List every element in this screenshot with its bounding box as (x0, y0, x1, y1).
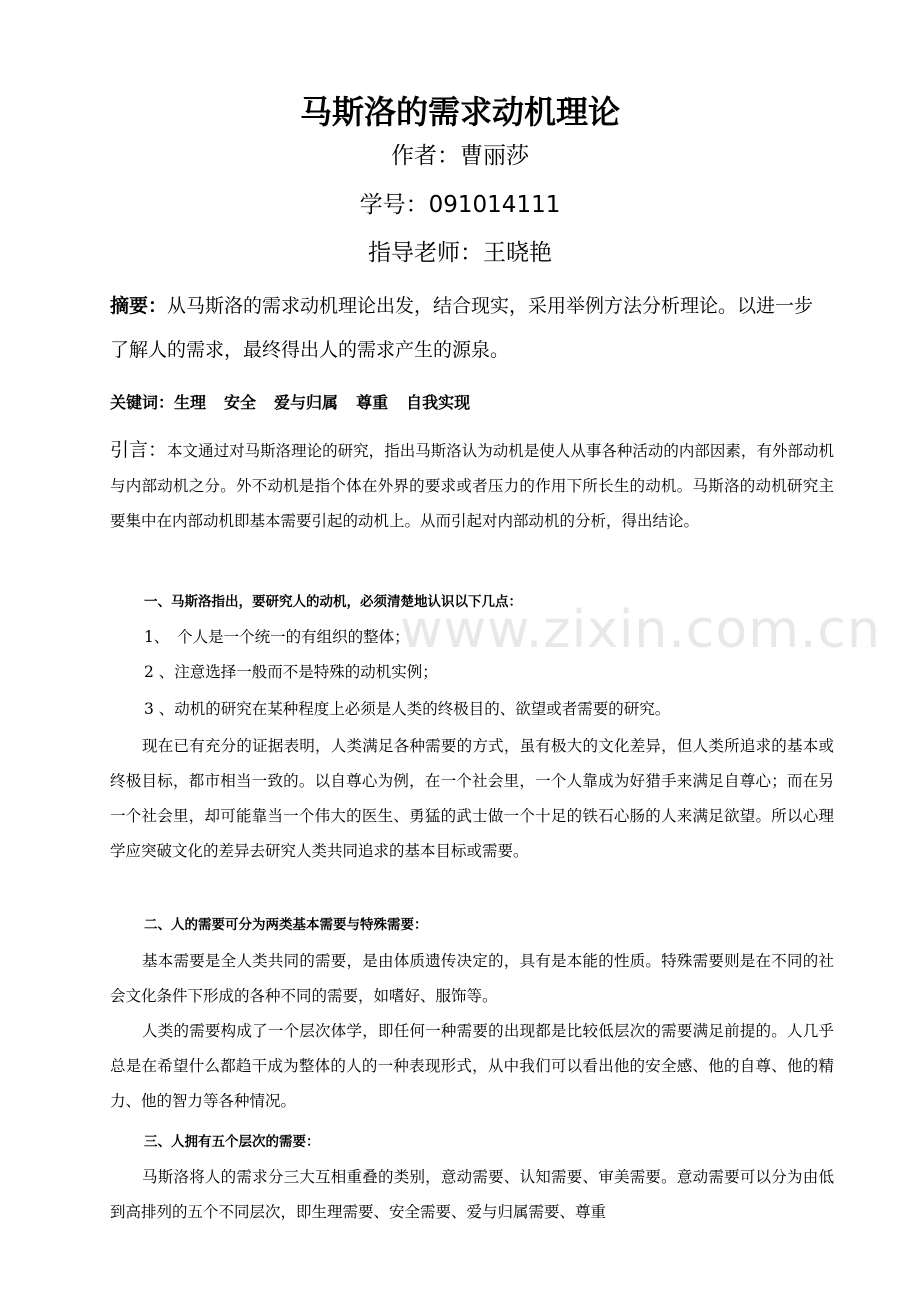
section-heading-2: 二、人的需要可分为两类基本需要与特殊需要： (144, 917, 428, 933)
advisor-line: 指导老师：王晓艳 (368, 240, 552, 266)
intro-text: 本文通过对马斯洛理论的研究，指出马斯洛认为动机是使人从事各种活动的内部因素，有外部动机与内部动机之分。外不动机是指个体在外界的要求或者压力的作用下所长生的动机。马斯洛的动机研究主要集中在内部动机即基本需要引起的动机上。从而引起对内部动机的分析，得出结论。 (110, 442, 834, 530)
section2-paragraphs (110, 944, 834, 1119)
abstract-label: 摘要： (110, 295, 168, 317)
keywords-label: 关键词： (110, 393, 175, 412)
list-item: 3 、动机的研究在某种程度上必须是人类的终极目的、欲望或者需要的研究。 (144, 700, 671, 718)
intro-label: 引言： (110, 439, 168, 461)
section3-paragraph (110, 1160, 834, 1230)
author-line: 作者：曹丽莎 (391, 143, 529, 169)
keyword-item: 安全 (224, 393, 257, 412)
keywords (110, 388, 830, 418)
list-item: 2 、注意选择一般而不是特殊的动机实例； (144, 663, 438, 681)
section-heading-3: 三、人拥有五个层次的需要： (144, 1134, 320, 1150)
list-item: 1、 个人是一个统一的有组织的整体； (144, 628, 410, 646)
abstract-text: 从马斯洛的需求动机理论出发，结合现实，采用举例方法分析理论。以进一步了解人的需求，最终得出人的需求产生的源泉。 (110, 295, 814, 361)
keyword-item: 生理 (174, 393, 207, 412)
paragraph: 现在已有充分的证据表明，人类满足各种需要的方式，虽有极大的文化差异，但人类所追求的基本或终极目标，都市相当一致的。以自尊心为例，在一个社会里，一个人靠成为好猎手来满足自尊心；而在另一个社会里，却可能靠当一个伟大的医生、勇猛的武士做一个十足的铁石心肠的人来满足欲望。所以心理学应突破文化的差异去研究人类共同追求的基本目标或需要。 (110, 737, 834, 860)
keyword-item: 自我实现 (406, 393, 471, 412)
watermark: www.zixin.com.cn (400, 600, 881, 660)
document-title: 马斯洛的需求动机理论 (299, 93, 620, 131)
keyword-item: 尊重 (356, 393, 389, 412)
section1-paragraph (110, 729, 834, 869)
student-id-line: 学号：091014111 (359, 192, 561, 218)
paragraph: 基本需要是全人类共同的需要，是由体质遗传决定的，具有是本能的性质。特殊需要则是在不同的社会文化条件下形成的各种不同的需要，如嗜好、服饰等。 (110, 952, 834, 1005)
section-heading-1: 一、马斯洛指出，要研究人的动机，必须清楚地认识以下几点： (144, 594, 522, 610)
paragraph: 人类的需要构成了一个层次体学，即任何一种需要的出现都是比较低层次的需要满足前提的。人几乎总是在希望什么都趋干成为整体的人的一种表现形式，从中我们可以看出他的安全感、他的自尊、他的精力、他的智力等各种情况。 (110, 1022, 834, 1110)
keyword-item: 爱与归属 (274, 393, 339, 412)
introduction (110, 433, 834, 539)
paragraph: 马斯洛将人的需求分三大互相重叠的类别，意动需要、认知需要、审美需要。意动需要可以分为由低到高排列的五个不同层次，即生理需要、安全需要、爱与归属需要、尊重 (110, 1168, 834, 1221)
abstract (110, 284, 830, 372)
